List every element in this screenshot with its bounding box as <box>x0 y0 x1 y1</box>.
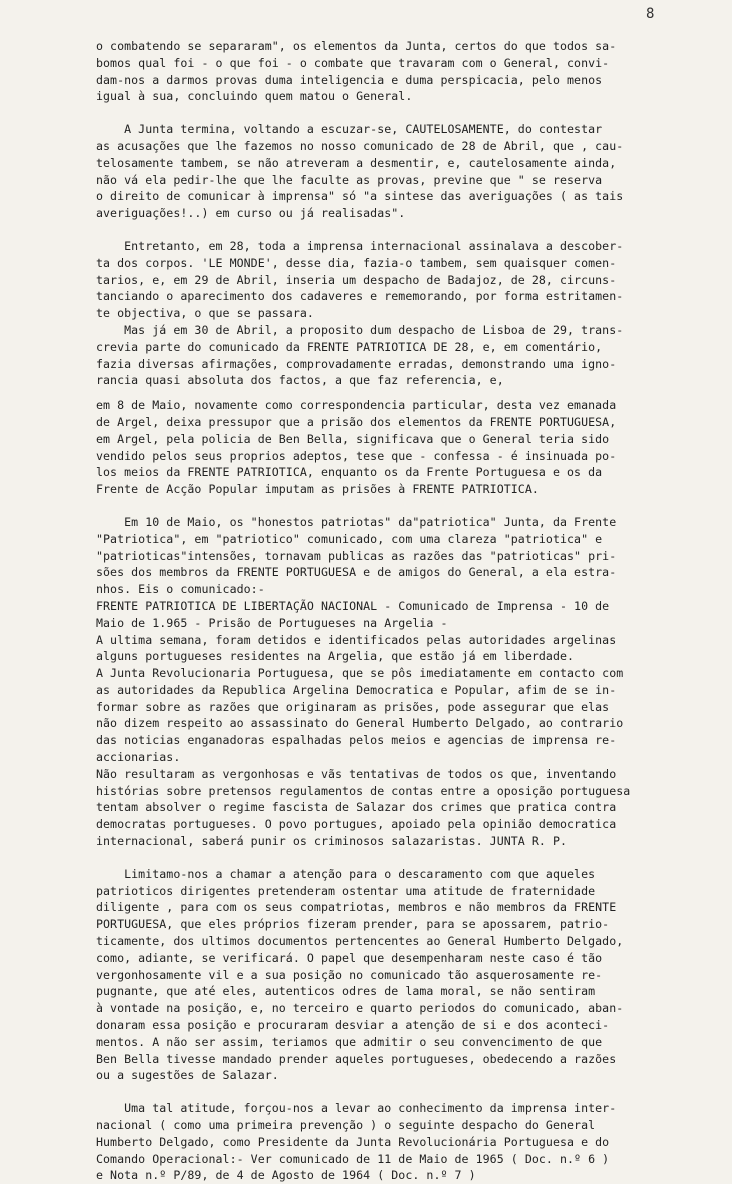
text-line: A Junta Revolucionaria Portuguesa, que se pôs imediatamente em contacto com <box>96 666 624 681</box>
text-line: igual à sua, concluindo quem matou o General. <box>96 89 413 104</box>
text-line: Frente de Acção Popular imputam as prisões à FRENTE PATRIOTICA. <box>96 482 539 497</box>
paragraph <box>96 38 696 105</box>
text-line: Entretanto, em 28, toda a imprensa internacional assinalava a descober- <box>96 238 624 253</box>
text-line: mentos. A não ser assim, teriamos que admitir o seu convencimento de que <box>96 1034 603 1049</box>
text-line: "Patriotica", em "patriotico" comunicado, com uma clareza "patriotica" e <box>96 531 603 546</box>
paragraph <box>96 238 696 389</box>
text-line: internacional, saberá punir os criminosos salazaristas. JUNTA R. P. <box>96 834 568 849</box>
paragraph <box>96 397 696 498</box>
text-line: de Argel, deixa pressupor que a prisão dos elementos da FRENTE PORTUGUESA, <box>96 414 617 429</box>
text-line: bomos qual foi - o que foi - o combate que travaram com o General, convi- <box>96 55 610 70</box>
text-line: Humberto Delgado, como Presidente da Junta Revolucionária Portuguesa e do <box>96 1134 610 1149</box>
text-line: PORTUGUESA, que eles próprios fizeram prender, para se apossarem, patrio- <box>96 917 610 932</box>
text-line: em Argel, pela policia de Ben Bella, significava que o General teria sido <box>96 431 610 446</box>
text-line: Maio de 1.965 - Prisão de Portugueses na Argelia - <box>96 615 448 630</box>
page-number: 8 <box>646 6 655 22</box>
text-line: à vontade na posição, e, no terceiro e quarto periodos do comunicado, aban- <box>96 1001 624 1016</box>
text-line: Mas já em 30 de Abril, a proposito dum despacho de Lisboa de 29, trans- <box>96 322 624 337</box>
text-line: ta dos corpos. 'LE MONDE', desse dia, fazia-o tambem, sem quaisquer comen- <box>96 255 617 270</box>
text-line: Não resultaram as vergonhosas e vãs tentativas de todos os que, inventando <box>96 766 617 781</box>
text-line: o combatendo se separaram", os elementos da Junta, certos do que todos sa- <box>96 39 617 53</box>
text-line: "patrioticas"intensões, tornavam publicas as razões das "patrioticas" pri- <box>96 548 617 563</box>
text-line: rancia quasi absoluta dos factos, a que faz referencia, e, <box>96 373 504 388</box>
paragraph-gap <box>96 498 696 514</box>
text-line: Em 10 de Maio, os "honestos patriotas" da"patriotica" Junta, da Frente <box>96 514 617 529</box>
text-line: não dizem respeito ao assassinato do General Humberto Delgado, ao contrario <box>96 716 624 731</box>
text-line: tarios, e, em 29 de Abril, inseria um despacho de Badajoz, de 28, circuns- <box>96 272 617 287</box>
text-line: averiguações!..) em curso ou já realisadas". <box>96 206 406 221</box>
paragraph-gap <box>96 222 696 238</box>
document-body <box>96 38 696 1184</box>
text-line: das noticias enganadoras espalhadas pelos meios e agencias de imprensa re- <box>96 733 617 748</box>
text-line: e Nota n.º P/89, de 4 de Agosto de 1964 ( Doc. n.º 7 ) <box>96 1168 476 1183</box>
text-line: nacional ( como uma primeira prevenção ) o seguinte despacho do General <box>96 1118 596 1133</box>
text-line: pugnante, que até eles, autenticos odres de lama moral, se não sentiram <box>96 984 596 999</box>
text-line: formar sobre as razões que originaram as prisões, pode assegurar que elas <box>96 699 610 714</box>
text-line: A ultima semana, foram detidos e identificados pelas autoridades argelinas <box>96 632 617 647</box>
text-line: vergonhosamente vil e a sua posição no comunicado tão asquerosamente re- <box>96 967 603 982</box>
paragraph <box>96 866 696 1084</box>
text-line: ticamente, dos ultimos documentos pertencentes ao General Humberto Delgado, <box>96 934 624 949</box>
paragraph-gap <box>96 850 696 866</box>
text-line: tentam absolver o regime fascista de Salazar dos crimes que pratica contra <box>96 800 617 815</box>
text-line: Comando Operacional:- Ver comunicado de 11 de Maio de 1965 ( Doc. n.º 6 ) <box>96 1151 610 1166</box>
text-line: donaram essa posição e procuraram desviar a atenção de si e dos aconteci- <box>96 1018 610 1033</box>
text-line: FRENTE PATRIOTICA DE LIBERTAÇÃO NACIONAL - Comunicado de Imprensa - 10 de <box>96 598 610 613</box>
text-line: telosamente tambem, se não atreveram a desmentir, e, cautelosamente ainda, <box>96 155 617 170</box>
text-line: A Junta termina, voltando a escuzar-se, CAUTELOSAMENTE, do contestar <box>96 122 603 137</box>
paragraph-gap <box>96 389 696 397</box>
text-line: patrioticos dirigentes pretenderam ostentar uma atitude de fraternidade <box>96 883 596 898</box>
text-line: diligente , para com os seus compatriotas, membros e não membros da FRENTE <box>96 900 617 915</box>
paragraph <box>96 1100 696 1184</box>
paragraph <box>96 121 696 222</box>
text-line: vendido pelos seus proprios adeptos, tese que - confessa - é insinuada po- <box>96 448 617 463</box>
text-line: te objectiva, o que se passara. <box>96 306 314 321</box>
text-line: Uma tal atitude, forçou-nos a levar ao conhecimento da imprensa inter- <box>96 1101 617 1116</box>
text-line: o direito de comunicar à imprensa" só "a sintese das averiguações ( as tais <box>96 189 624 204</box>
paragraph-gap <box>96 105 696 121</box>
text-line: crevia parte do comunicado da FRENTE PATRIOTICA DE 28, e, em comentário, <box>96 339 603 354</box>
text-line: tanciando o aparecimento dos cadaveres e rememorando, por forma estritamen- <box>96 289 624 304</box>
text-line: em 8 de Maio, novamente como correspondencia particular, desta vez emanada <box>96 398 617 413</box>
text-line: sões dos membros da FRENTE PORTUGUESA e de amigos do General, a ela estra- <box>96 565 617 580</box>
text-line: accionarias. <box>96 750 181 765</box>
text-line: Limitamo-nos a chamar a atenção para o descaramento com que aqueles <box>96 866 596 881</box>
text-line: como, adiante, se verificará. O papel que desempenharam neste caso é tão <box>96 950 603 965</box>
text-line: não vá ela pedir-lhe que lhe faculte as provas, previne que " se reserva <box>96 172 603 187</box>
text-line: as autoridades da Republica Argelina Democratica e Popular, afim de se in- <box>96 682 617 697</box>
paragraph-gap <box>96 1084 696 1100</box>
text-line: dam-nos a darmos provas duma inteligencia e duma perspicacia, pelo menos <box>96 72 603 87</box>
text-line: histórias sobre pretensos regulamentos de contas entre a oposição portuguesa <box>96 783 631 798</box>
text-line: ou a sugestões de Salazar. <box>96 1068 279 1083</box>
text-line: nhos. Eis o comunicado:- <box>96 582 265 597</box>
paragraph <box>96 514 696 850</box>
text-line: alguns portugueses residentes na Argelia, que estão já em liberdade. <box>96 649 575 664</box>
text-line: Ben Bella tivesse mandado prender aqueles portugueses, obedecendo a razões <box>96 1051 617 1066</box>
text-line: fazia diversas afirmações, comprovadamente erradas, demonstrando uma igno- <box>96 356 617 371</box>
text-line: los meios da FRENTE PATRIOTICA, enquanto os da Frente Portuguesa e os da <box>96 465 603 480</box>
text-line: as acusações que lhe fazemos no nosso comunicado de 28 de Abril, que , cau- <box>96 138 624 153</box>
text-line: democratas portugueses. O povo portugues, apoiado pela opinião democratica <box>96 817 617 832</box>
